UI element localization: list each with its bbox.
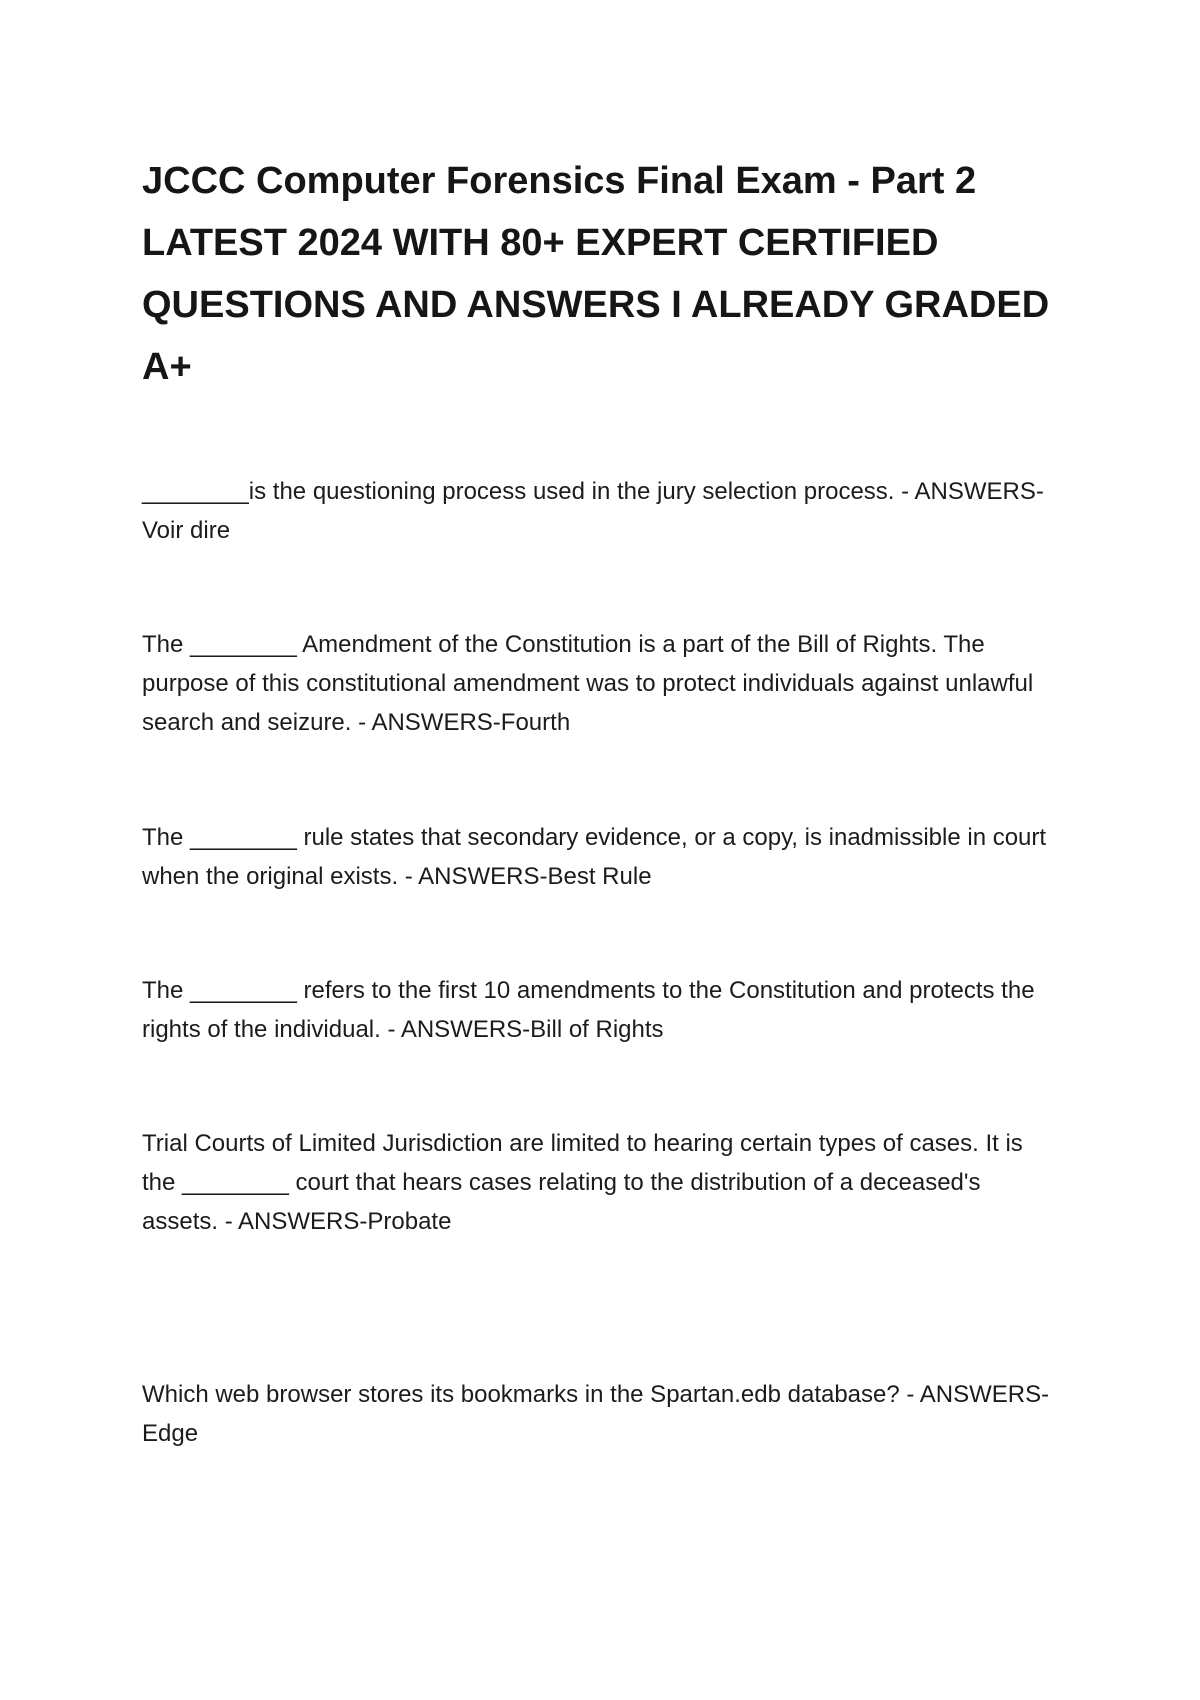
qa-item xyxy=(142,472,1062,550)
question-text: Trial Courts of Limited Jurisdiction are limited to hearing certain types of cases. It is the ________ court that hears cases relating to the distribution of a deceased's assets. xyxy=(142,1130,1023,1235)
qa-item xyxy=(142,971,1062,1049)
answer-text: Probate xyxy=(367,1208,452,1235)
question-text: Which web browser stores its bookmarks in the Spartan.edb database? xyxy=(142,1381,900,1408)
question-text: ________is the questioning process used in the jury selection process. xyxy=(142,478,895,505)
answer-separator: - ANSWERS- xyxy=(398,863,548,890)
answer-text: Edge xyxy=(142,1420,199,1447)
answer-text: Fourth xyxy=(500,709,571,736)
answer-separator: - ANSWERS- xyxy=(899,1381,1050,1408)
answer-separator: - ANSWERS- xyxy=(351,709,501,736)
answer-text: Bill of Rights xyxy=(530,1016,664,1043)
question-text: The ________ rule states that secondary evidence, or a copy, is inadmissible in court when the original exists. xyxy=(142,824,1047,890)
page-title: JCCC Computer Forensics Final Exam - Part 2 LATEST 2024 WITH 80+ EXPERT CERTIFIED QUESTIONS AND ANSWERS I ALREADY GRADED A+ xyxy=(142,160,1050,388)
question-text: The ________ refers to the first 10 amendments to the Constitution and protects the rights of the individual. xyxy=(142,977,1035,1043)
answer-text: Best Rule xyxy=(547,863,652,890)
answer-separator: - ANSWERS- xyxy=(380,1016,531,1043)
answer-separator: - ANSWERS- xyxy=(218,1208,368,1235)
qa-item xyxy=(142,818,1062,896)
question-text: The ________ Amendment of the Constitution is a part of the Bill of Rights. The purpose of this constitutional amendment was to protect individuals against unlawful search and seizure. xyxy=(142,631,1034,736)
qa-item xyxy=(142,1124,1062,1241)
qa-item xyxy=(142,625,1062,742)
answer-separator: - ANSWERS- xyxy=(894,478,1044,505)
answer-text: Voir dire xyxy=(142,517,231,544)
qa-item xyxy=(142,1375,1062,1453)
